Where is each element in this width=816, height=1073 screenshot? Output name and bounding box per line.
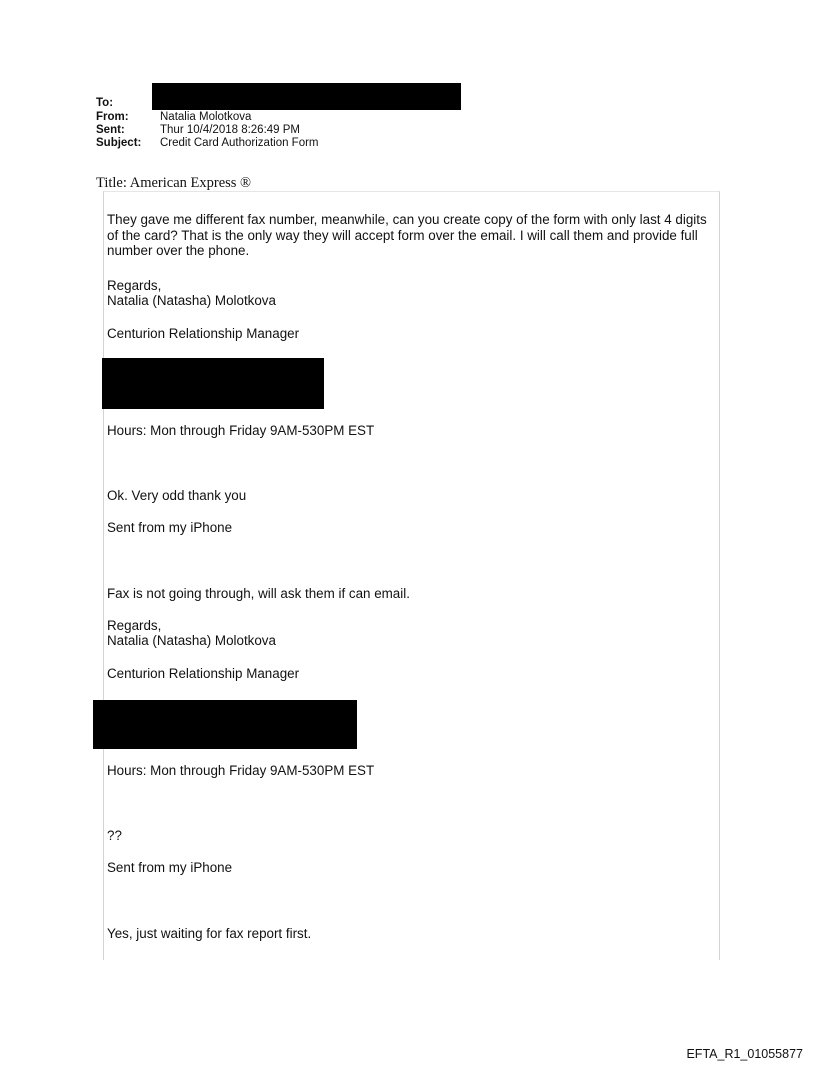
signature-name-1: Natalia (Natasha) Molotkova [107,293,276,308]
regards-line-1: Regards, [107,278,162,293]
regards-line-2: Regards, [107,618,162,633]
message-paragraph-3: Yes, just waiting for fax report first. [107,926,312,941]
from-label: From: [96,111,129,123]
hours-line-2: Hours: Mon through Friday 9AM-530PM EST [107,763,375,778]
sent-from-iphone-1: Sent from my iPhone [107,520,233,535]
redaction-recipient [152,83,461,110]
redaction-contact-1 [102,358,324,409]
subject-value: Credit Card Authorization Form [160,137,319,149]
reply-line-1: Ok. Very odd thank you [107,488,247,503]
signature-role-1: Centurion Relationship Manager [107,326,300,341]
signature-name-2: Natalia (Natasha) Molotkova [107,633,276,648]
sent-value: Thur 10/4/2018 8:26:49 PM [160,124,301,136]
reply-line-2: ?? [107,828,122,843]
sent-from-iphone-2: Sent from my iPhone [107,860,233,875]
redaction-contact-2 [93,700,357,749]
message-paragraph-2: Fax is not going through, will ask them if can email. [107,586,410,601]
from-row [96,111,251,124]
sent-label: Sent: [96,124,125,136]
to-label: To: [96,97,114,109]
message-paragraph-1: They gave me different fax number, meanwhile, can you create copy of the form with only last 4 digits of the card? That is the only way they will accept form over the email. I will call them and provide full number over the phone. [107,212,707,258]
from-value: Natalia Molotkova [160,111,252,123]
hours-line-1: Hours: Mon through Friday 9AM-530PM EST [107,423,375,438]
document-id: EFTA_R1_01055877 [686,1047,803,1061]
document-title: Title: American Express ® [96,175,252,191]
to-row [96,97,160,110]
sent-row [96,124,300,137]
signature-role-2: Centurion Relationship Manager [107,666,300,681]
subject-row [96,137,319,150]
subject-label: Subject: [96,137,142,149]
